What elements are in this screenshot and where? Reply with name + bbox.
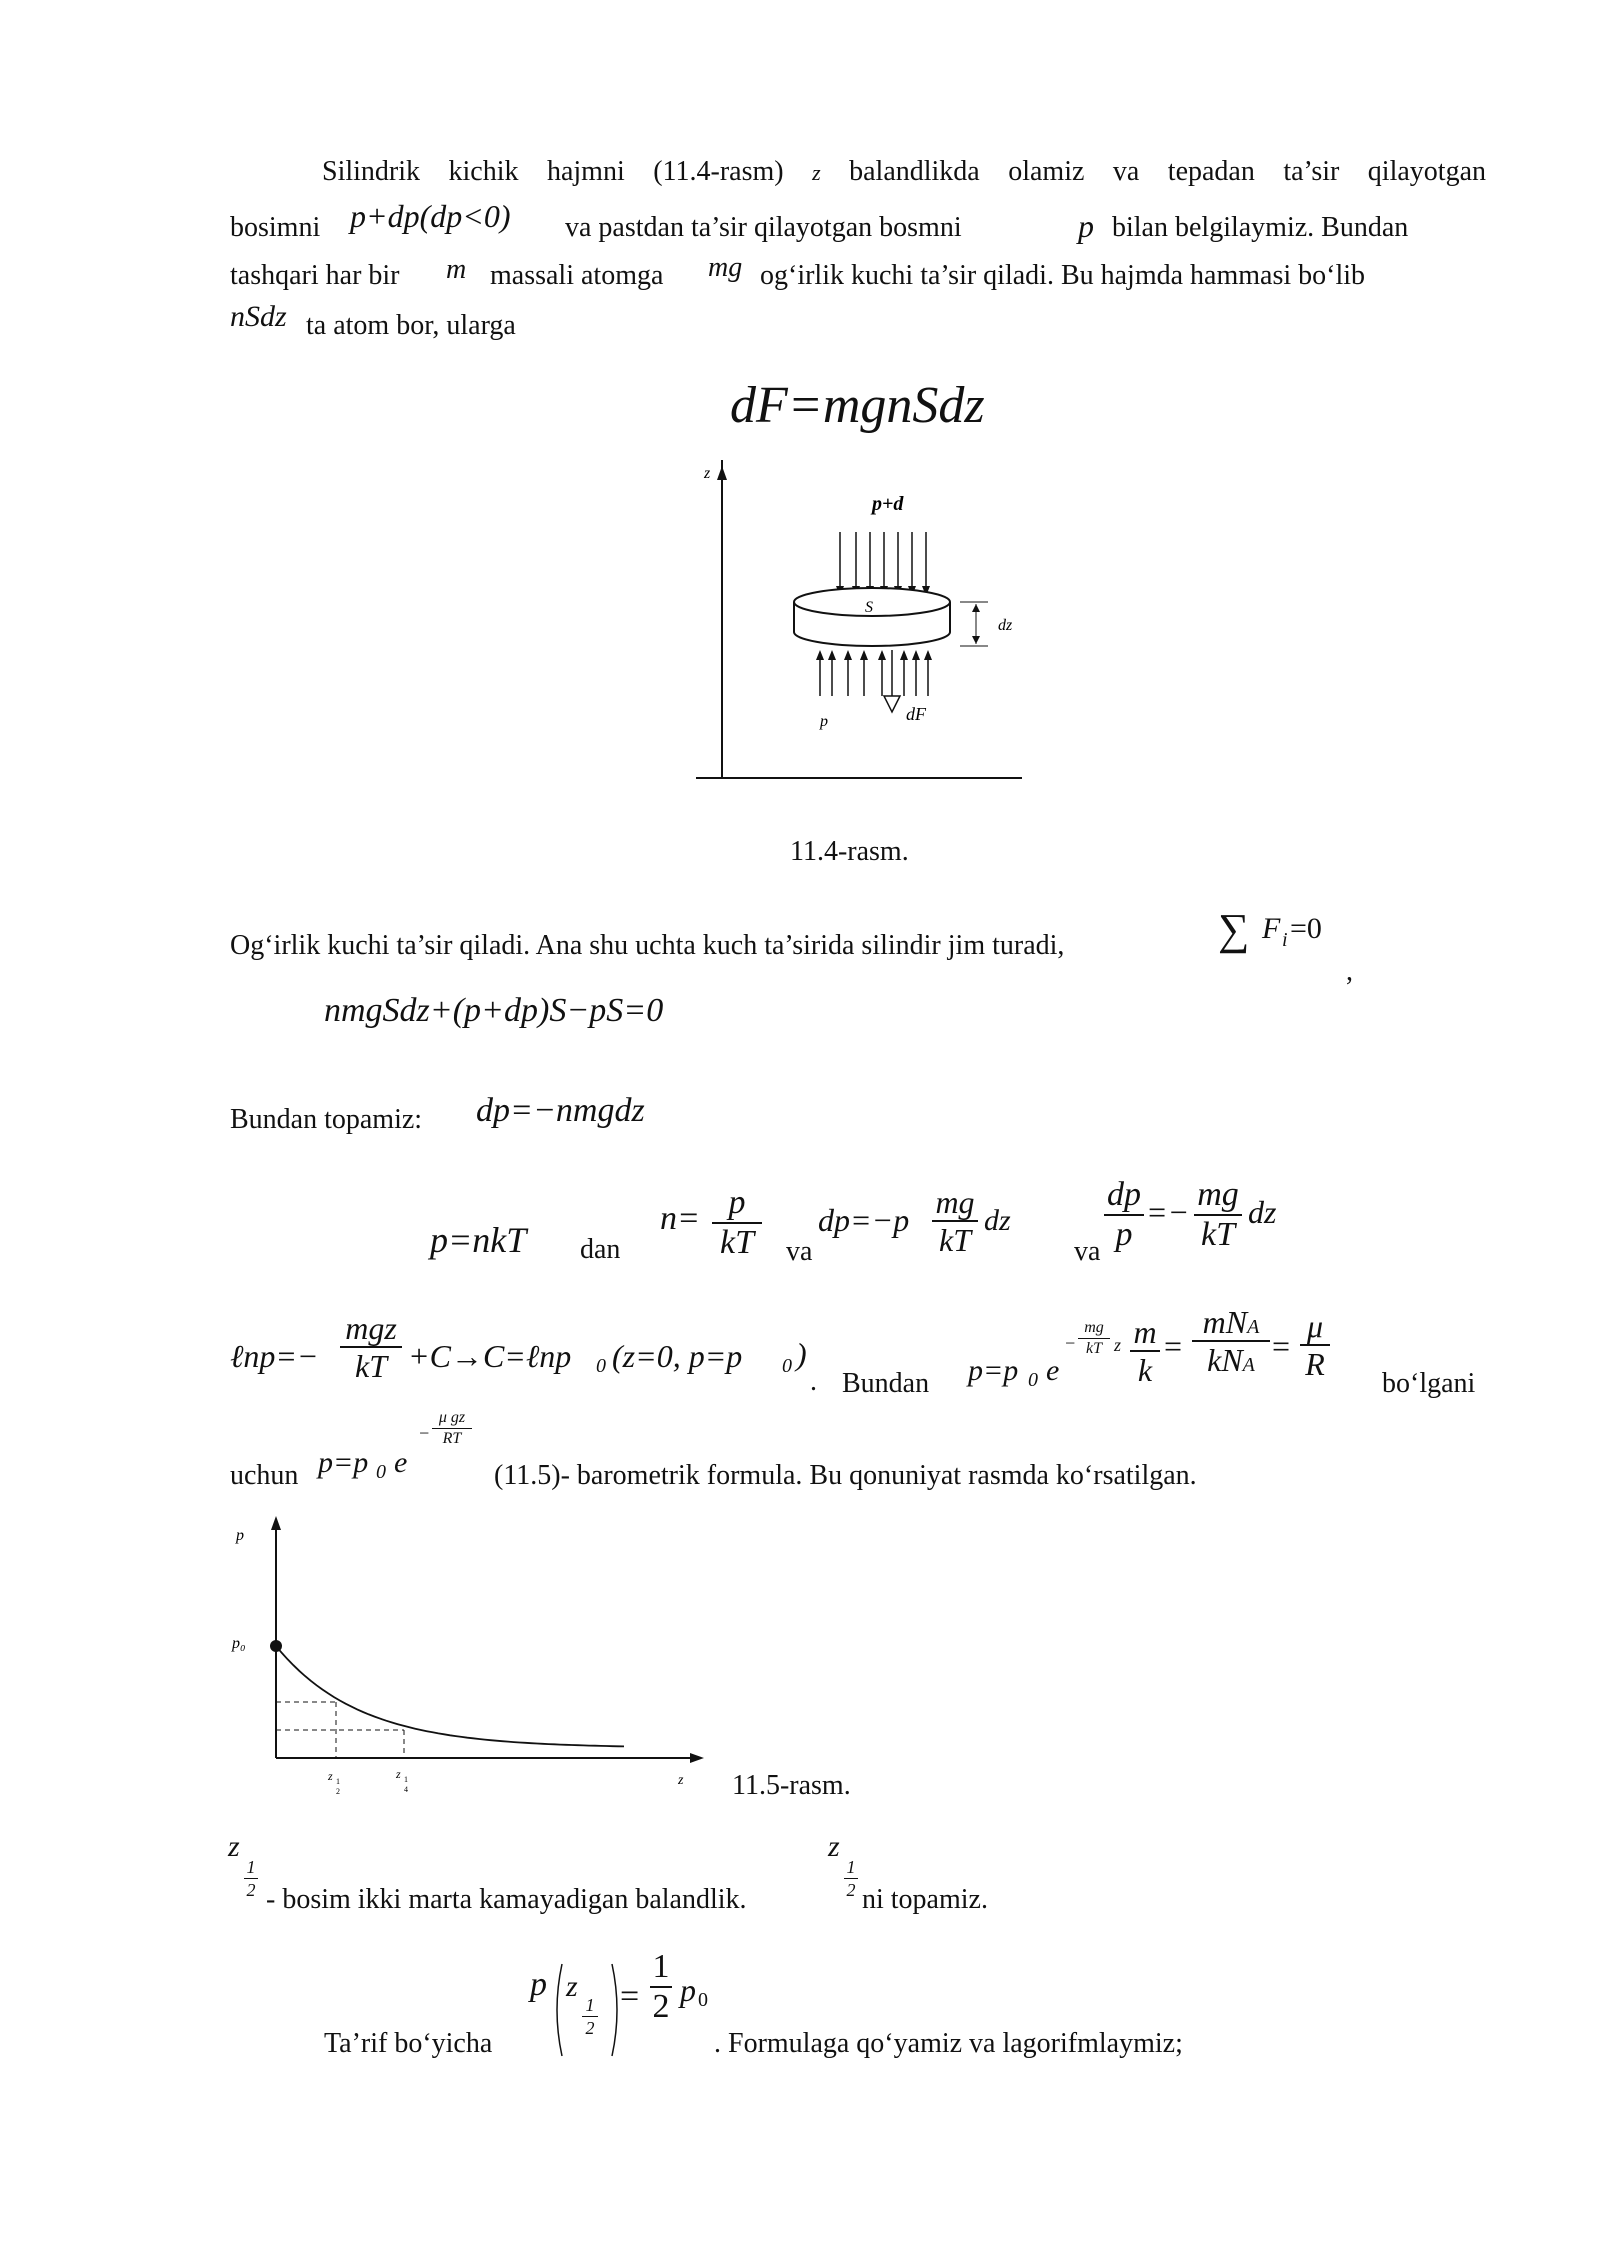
word-va-1: va bbox=[786, 1236, 813, 1267]
row9-text: . Formulaga qo‘yamiz va lagorifmlaymiz; bbox=[714, 2028, 1183, 2059]
exp-z: z bbox=[1114, 1335, 1122, 1355]
frac-den: kT bbox=[355, 1348, 387, 1384]
para1-line2-a: bosimni bbox=[230, 212, 321, 243]
para1-line4: ta atom bor, ularga bbox=[306, 310, 516, 341]
eq-ln-lhs: ℓnp=− bbox=[230, 1338, 319, 1374]
frac-den: RT bbox=[442, 1430, 462, 1447]
var-p-z: p bbox=[530, 1966, 547, 2003]
frac-num: m bbox=[1133, 1314, 1157, 1350]
equation-dp: dp=−nmgdz bbox=[476, 1092, 645, 1129]
frac-mgz-kT bbox=[340, 1312, 402, 1382]
tick-z-quarter-den: 4 bbox=[404, 1785, 408, 1794]
sub-A2: A bbox=[1242, 1354, 1255, 1376]
var-p: p bbox=[1078, 208, 1094, 244]
fig1-z-label: z bbox=[704, 465, 711, 482]
var-z-half-2: z bbox=[828, 1830, 840, 1863]
frac-den: 2 bbox=[585, 2018, 595, 2038]
para1-line1 bbox=[322, 158, 1486, 186]
sub-half-2 bbox=[844, 1858, 858, 1899]
fig1-df-label: dF bbox=[906, 704, 926, 724]
para1-line1-b: balandlikda olamiz va tepadan ta’sir qilayotgan bbox=[849, 156, 1486, 187]
frac-mg-kT bbox=[932, 1186, 978, 1256]
chart-y-label: p bbox=[236, 1527, 244, 1544]
para1-line3-a: tashqari har bir bbox=[230, 260, 400, 291]
sub-half bbox=[244, 1858, 258, 1899]
frac-den: R bbox=[1305, 1346, 1325, 1382]
word-va-2: va bbox=[1074, 1236, 1101, 1267]
equation-dF: dF=mgnSdz bbox=[730, 377, 985, 434]
tick-z-quarter: z bbox=[396, 1767, 401, 1781]
sub-p0-2: 0 bbox=[376, 1461, 386, 1483]
y-arrow-icon bbox=[271, 1516, 281, 1530]
frac-mu-R bbox=[1300, 1310, 1330, 1380]
frac-den: kN bbox=[1207, 1342, 1243, 1378]
series-line bbox=[276, 1646, 624, 1746]
eq-sign-2: = bbox=[1272, 1328, 1291, 1364]
var-nSdz: nSdz bbox=[230, 300, 287, 333]
frac-den: kT bbox=[1086, 1340, 1102, 1357]
var-z-inner: z bbox=[566, 1970, 578, 2003]
word-bundan: Bundan bbox=[842, 1368, 930, 1399]
equation-balance: nmgSdz+(p+dp)S−pS=0 bbox=[324, 992, 664, 1029]
sub-zero: 0 bbox=[596, 1355, 606, 1377]
figure-barometric-chart bbox=[226, 1512, 706, 1812]
eq-p-p0-2: p=p bbox=[318, 1446, 369, 1479]
eq-ratio-dz: dz bbox=[1248, 1194, 1277, 1230]
eq-n-lhs: n= bbox=[660, 1200, 700, 1237]
tick-z-quarter-num: 1 bbox=[404, 1775, 408, 1784]
figure-cylinder bbox=[680, 460, 1040, 790]
para1-line2-b: va pastdan ta’sir qilayotgan bosmni bbox=[565, 212, 962, 243]
frac-num: 1 bbox=[246, 1857, 256, 1877]
tick-z-half-num: 1 bbox=[336, 1777, 340, 1786]
fig1-top-label: p+d bbox=[872, 493, 904, 515]
eq-ln-mid: +C→C=ℓnp bbox=[408, 1338, 572, 1374]
frac-den: kT bbox=[720, 1224, 754, 1261]
para1-line1-a: Silindrik kichik hajmni (11.4-rasm) bbox=[322, 156, 784, 187]
bundan-label: Bundan topamiz: bbox=[230, 1104, 423, 1135]
fig1-p-label: p bbox=[820, 713, 828, 730]
frac-num: mg bbox=[1084, 1319, 1104, 1336]
var-z: z bbox=[812, 160, 821, 185]
eq-ln-close: ) bbox=[796, 1336, 807, 1372]
sub-p0-3: 0 bbox=[698, 1989, 708, 2011]
word-tarif: Ta’rif bo‘yicha bbox=[324, 2028, 493, 2059]
eq-p-nkT: p=nkT bbox=[430, 1220, 527, 1260]
frac-m-k bbox=[1130, 1316, 1160, 1386]
math-p-plus-dp: p+dp(dp<0) bbox=[350, 198, 511, 234]
frac-num: 1 bbox=[652, 1948, 670, 1985]
frac-num: p bbox=[728, 1184, 746, 1221]
eq-ln-paren: (z=0, p=p bbox=[612, 1338, 743, 1374]
eq-sign-3: = bbox=[620, 1978, 640, 2015]
sum-symbol: ∑ bbox=[1218, 905, 1250, 954]
frac-num: mg bbox=[1197, 1176, 1239, 1213]
frac-den: 2 bbox=[246, 1880, 256, 1900]
frac-num: dp bbox=[1107, 1176, 1141, 1213]
frac-num: μ bbox=[1306, 1308, 1324, 1344]
fig2-caption: 11.5-rasm. bbox=[732, 1770, 851, 1801]
word-dan: dan bbox=[580, 1234, 621, 1265]
tick-z-half-den: 2 bbox=[336, 1787, 340, 1796]
tick-z-half: z bbox=[328, 1769, 333, 1783]
exp-e-2: e bbox=[394, 1446, 408, 1479]
row8-text2: ni topamiz. bbox=[862, 1884, 988, 1915]
frac-den: 2 bbox=[846, 1880, 856, 1900]
frac-num: μ gz bbox=[438, 1409, 466, 1426]
word-uchun: uchun bbox=[230, 1460, 299, 1491]
frac-den: k bbox=[1137, 1352, 1153, 1388]
sub-zero-2: 0 bbox=[782, 1355, 792, 1377]
frac-dp-p bbox=[1104, 1178, 1144, 1252]
frac-one-half bbox=[650, 1950, 672, 2024]
frac-den: kT bbox=[1201, 1216, 1235, 1253]
frac-exp-mg-kT bbox=[1078, 1320, 1110, 1357]
sum-eq: =0 bbox=[1290, 912, 1322, 945]
para1-line2-c: bilan belgilaymiz. Bundan bbox=[1112, 212, 1409, 243]
chart-p0-label: p₀ bbox=[232, 1635, 246, 1652]
frac-mNA-kNA bbox=[1192, 1306, 1270, 1376]
sub-p0: 0 bbox=[1028, 1369, 1038, 1391]
frac-mg-kT-2 bbox=[1194, 1178, 1242, 1252]
fig1-caption: 11.4-rasm. bbox=[790, 836, 909, 867]
para1-line3-c: og‘irlik kuchi ta’sir qiladi. Bu hajmda hammasi bo‘lib bbox=[760, 260, 1366, 291]
exp-e: e bbox=[1046, 1354, 1060, 1387]
frac-den: kT bbox=[939, 1222, 971, 1258]
var-p0: p bbox=[680, 1972, 696, 2008]
eq-p-p0: p=p bbox=[968, 1354, 1019, 1387]
para1-line3-b: massali atomga bbox=[490, 260, 664, 291]
sum-comma: , bbox=[1346, 956, 1353, 987]
frac-den: 2 bbox=[652, 1988, 670, 2025]
frac-exp-mugz-RT bbox=[432, 1410, 472, 1447]
frac-p-kT bbox=[712, 1186, 762, 1260]
eq-sign-1: = bbox=[1164, 1328, 1183, 1364]
eq-dot: . bbox=[810, 1366, 817, 1397]
var-z-half: z bbox=[228, 1830, 240, 1863]
fig1-s-label: S bbox=[865, 599, 873, 616]
var-mg: mg bbox=[708, 252, 743, 283]
row7-text: (11.5)- barometrik formula. Bu qonuniyat rasmda ko‘rsatilgan. bbox=[494, 1460, 1197, 1491]
chart-x-label: z bbox=[678, 1773, 684, 1788]
sub-half-3 bbox=[582, 1996, 598, 2037]
para2-text: Og‘irlik kuchi ta’sir qiladi. Ana shu uchta kuch ta’sirida silindir jim turadi, bbox=[230, 930, 1065, 961]
sub-A1: A bbox=[1247, 1316, 1260, 1338]
eq-dp-dz: dz bbox=[984, 1204, 1011, 1237]
eq-ratio-mid: =− bbox=[1146, 1194, 1190, 1230]
exp-minus-2: − bbox=[418, 1423, 431, 1443]
word-bolgani: bo‘lgani bbox=[1382, 1368, 1476, 1399]
row8-text: - bosim ikki marta kamayadigan balandlik. bbox=[266, 1884, 747, 1915]
exp-minus: − bbox=[1064, 1333, 1077, 1353]
frac-num: mg bbox=[935, 1184, 975, 1220]
x-arrow-icon bbox=[690, 1753, 704, 1763]
eq-dp-lhs: dp=−p bbox=[818, 1202, 910, 1238]
sum-i: i bbox=[1282, 929, 1288, 951]
sum-f: F bbox=[1262, 912, 1281, 945]
frac-num: 1 bbox=[585, 1995, 595, 2015]
p0-point bbox=[270, 1640, 282, 1652]
frac-num: 1 bbox=[846, 1857, 856, 1877]
fig1-dz-label: dz bbox=[998, 617, 1013, 634]
frac-den: p bbox=[1115, 1216, 1133, 1253]
frac-num: mgz bbox=[345, 1310, 397, 1346]
frac-num: mN bbox=[1202, 1304, 1248, 1340]
var-m: m bbox=[446, 254, 467, 285]
